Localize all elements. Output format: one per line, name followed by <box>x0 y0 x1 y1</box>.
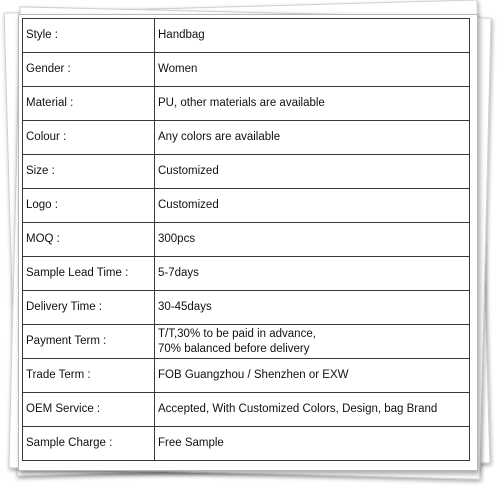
row-label: Delivery Time : <box>23 291 155 325</box>
row-label: Style : <box>23 19 155 53</box>
row-label: OEM Service : <box>23 393 155 427</box>
table-row <box>23 19 470 53</box>
row-value: 5-7days <box>155 257 470 291</box>
table-row <box>23 53 470 87</box>
row-value: 300pcs <box>155 223 470 257</box>
table-row <box>23 291 470 325</box>
row-label: Logo : <box>23 189 155 223</box>
table-row <box>23 257 470 291</box>
row-value: Customized <box>155 189 470 223</box>
row-value: 30-45days <box>155 291 470 325</box>
table-row <box>23 393 470 427</box>
row-label: Sample Charge : <box>23 427 155 461</box>
row-value: Handbag <box>155 19 470 53</box>
row-value <box>155 325 470 359</box>
row-label: Colour : <box>23 121 155 155</box>
row-label: Trade Term : <box>23 359 155 393</box>
table-row <box>23 155 470 189</box>
row-value: FOB Guangzhou / Shenzhen or EXW <box>155 359 470 393</box>
row-value: Accepted, With Customized Colors, Design, bag Brand <box>155 393 470 427</box>
row-value-line: T/T,30% to be paid in advance, <box>158 327 316 340</box>
table-row <box>23 223 470 257</box>
table-row <box>23 189 470 223</box>
row-value: PU, other materials are available <box>155 87 470 121</box>
table-row <box>23 121 470 155</box>
table-row <box>23 325 470 359</box>
table-row <box>23 359 470 393</box>
row-value: Women <box>155 53 470 87</box>
row-label: Size : <box>23 155 155 189</box>
row-label: Material : <box>23 87 155 121</box>
product-spec-table <box>22 18 470 461</box>
table-row <box>23 87 470 121</box>
row-value: Customized <box>155 155 470 189</box>
row-value: Free Sample <box>155 427 470 461</box>
row-label: Gender : <box>23 53 155 87</box>
row-value-line: 70% balanced before delivery <box>158 342 310 355</box>
row-value: Any colors are available <box>155 121 470 155</box>
row-label: Sample Lead Time : <box>23 257 155 291</box>
row-label: Payment Term : <box>23 325 155 359</box>
row-label: MOQ : <box>23 223 155 257</box>
table-row <box>23 427 470 461</box>
